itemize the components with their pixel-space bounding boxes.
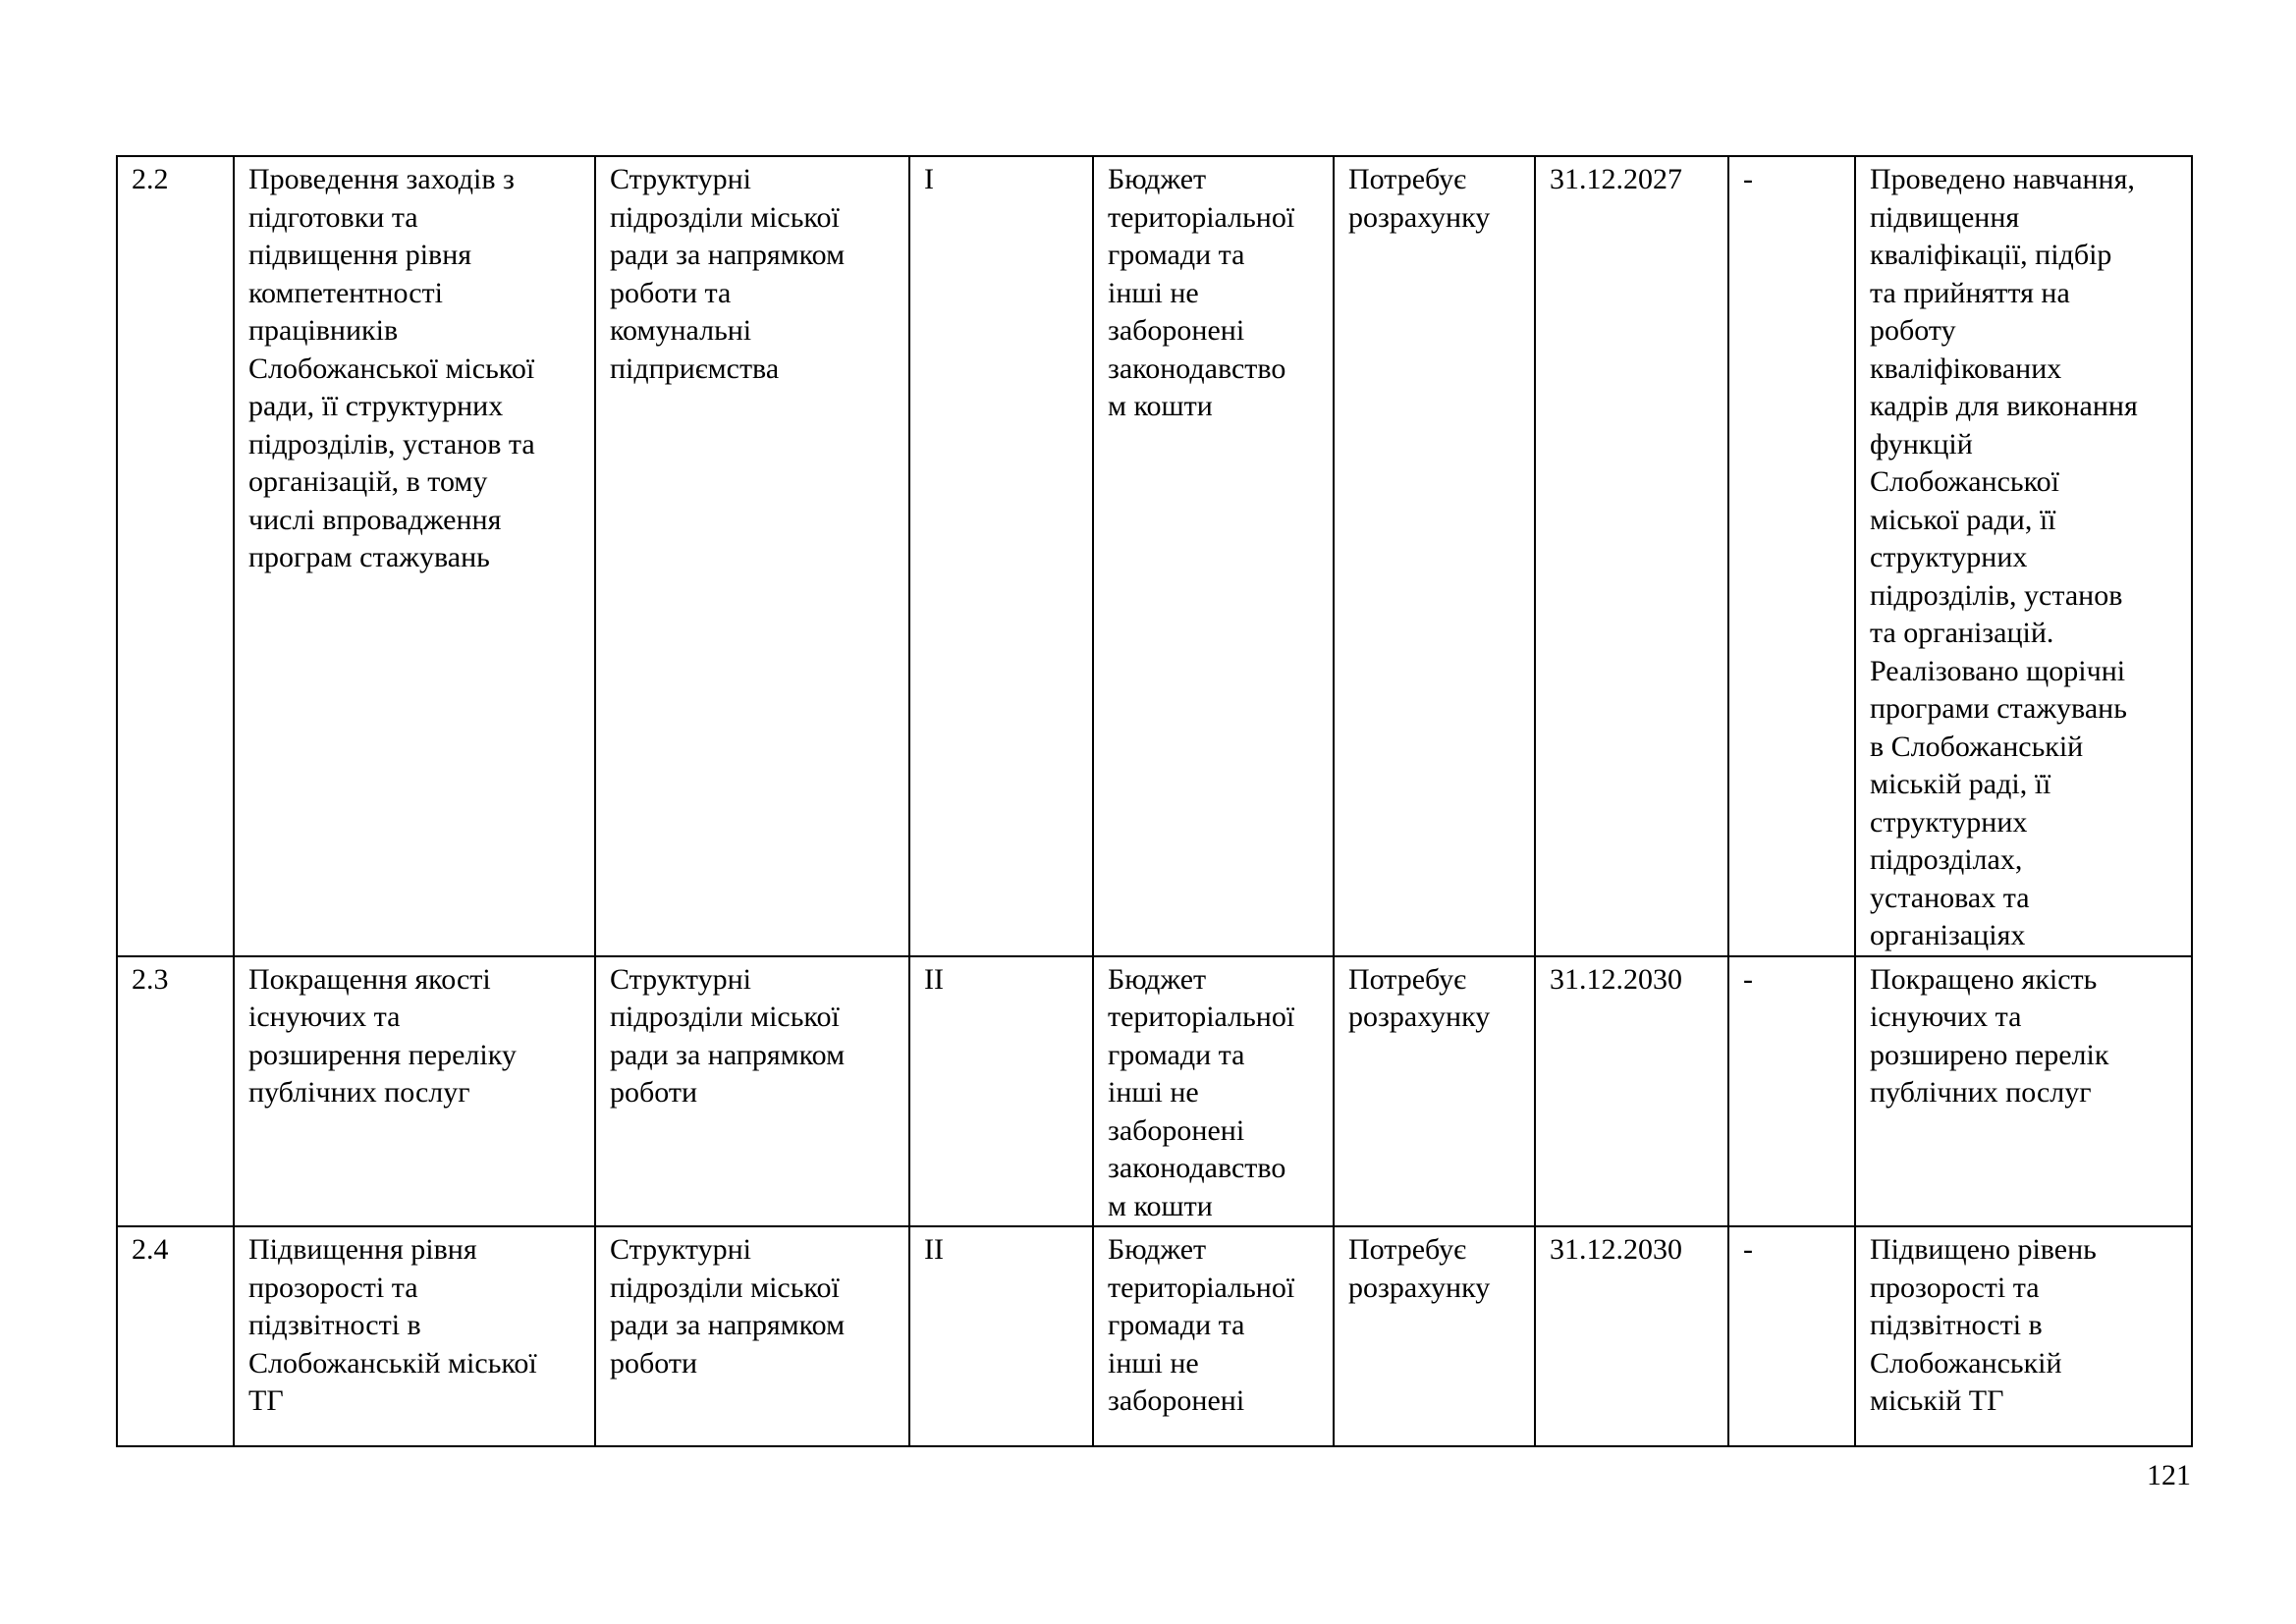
cell-deadline: 31.12.2030 (1535, 1226, 1728, 1446)
cell-number: 2.2 (117, 156, 234, 956)
cell-stage: I (909, 156, 1093, 956)
cell-funding-source: Бюджет територіальної громади та інші не заборонені законодавство м кошти (1093, 156, 1334, 956)
cell-funding-source: Бюджет територіальної громади та інші не заборонені (1093, 1226, 1334, 1446)
cell-funding-source: Бюджет територіальної громади та інші не заборонені законодавство м кошти (1093, 956, 1334, 1227)
cell-funding-amount: Потребує розрахунку (1334, 956, 1535, 1227)
cell-extra: - (1728, 956, 1855, 1227)
cell-stage: II (909, 956, 1093, 1227)
cell-executors: Структурні підрозділи міської ради за напрямком роботи (595, 956, 909, 1227)
cell-expected-result: Проведено навчання, підвищення кваліфікації, підбір та прийняття на роботу кваліфікованих кадрів для виконання функцій Слобожанської міської ради, її структурних підрозділів, установ та організацій. Реалізовано щорічні програми стажувань в Слобожанській міській раді, її структурних підрозділах, установах та організаціях (1855, 156, 2192, 956)
cell-expected-result: Покращено якість існуючих та розширено перелік публічних послуг (1855, 956, 2192, 1227)
action-plan-table (116, 155, 2193, 1447)
page-number: 121 (2147, 1459, 2191, 1491)
cell-measure: Підвищення рівня прозорості та підзвітності в Слобожанській міської ТГ (234, 1226, 595, 1446)
cell-extra: - (1728, 156, 1855, 956)
cell-stage: II (909, 1226, 1093, 1446)
table-row (117, 956, 2192, 1227)
cell-executors: Структурні підрозділи міської ради за напрямком роботи та комунальні підприємства (595, 156, 909, 956)
cell-measure: Покращення якості існуючих та розширення переліку публічних послуг (234, 956, 595, 1227)
cell-deadline: 31.12.2030 (1535, 956, 1728, 1227)
table-row (117, 156, 2192, 956)
cell-extra: - (1728, 1226, 1855, 1446)
cell-funding-amount: Потребує розрахунку (1334, 1226, 1535, 1446)
cell-measure: Проведення заходів з підготовки та підвищення рівня компетентності працівників Слобожанської міської ради, її структурних підрозділів, установ та організацій, в тому числі впровадження програм стажувань (234, 156, 595, 956)
cell-executors: Структурні підрозділи міської ради за напрямком роботи (595, 1226, 909, 1446)
cell-funding-amount: Потребує розрахунку (1334, 156, 1535, 956)
table-row (117, 1226, 2192, 1446)
cell-number: 2.3 (117, 956, 234, 1227)
cell-expected-result: Підвищено рівень прозорості та підзвітності в Слобожанській міській ТГ (1855, 1226, 2192, 1446)
cell-number: 2.4 (117, 1226, 234, 1446)
cell-deadline: 31.12.2027 (1535, 156, 1728, 956)
